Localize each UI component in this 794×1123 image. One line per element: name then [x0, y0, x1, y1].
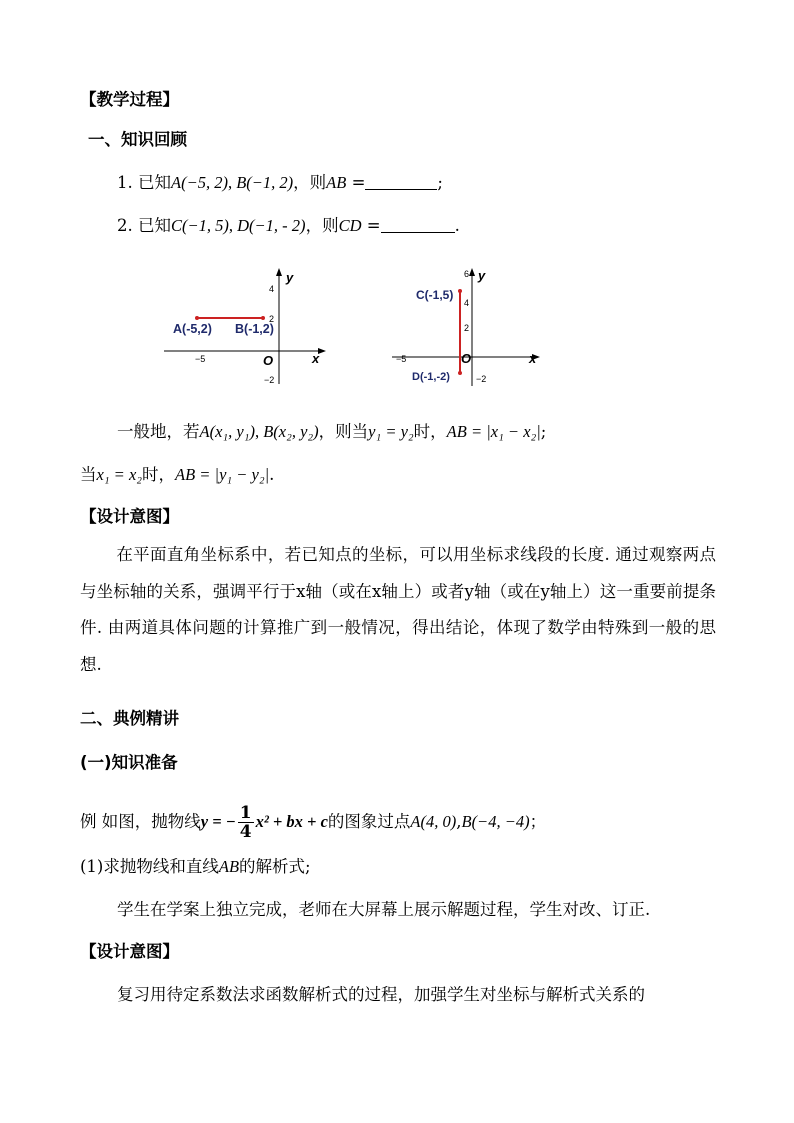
- general-point-a: A(x₁, y₁): [199, 422, 255, 441]
- graph2-tick-y6: 6: [464, 269, 470, 279]
- q1-eq: =: [346, 173, 366, 192]
- example-point-a: A(4, 0): [410, 812, 457, 831]
- graph2-tick-yn2: −2: [476, 374, 487, 384]
- q1-answer-blank[interactable]: [365, 173, 437, 190]
- design-intent-heading-1: 【设计意图】: [80, 507, 179, 526]
- q2-eq: =: [361, 216, 381, 235]
- q2-cd: CD: [338, 216, 362, 235]
- part1-text-2: 的解析式;: [239, 857, 311, 876]
- graph-ab-horizontal: [160, 262, 330, 392]
- example-text-1: 例 如图，抛物线: [80, 812, 201, 831]
- general-condition-2: x₁ = x₂: [96, 465, 143, 484]
- subsection-knowledge-prep: (一)知识准备: [80, 753, 178, 772]
- graph2-origin: O: [461, 351, 472, 366]
- part1-ab: AB: [218, 857, 240, 876]
- general-rule-line1: 一般地，若A(x₁, y₁), B(x₂, y₂)，则当y₁ = y₂时，AB = |x₁ − x₂|;: [117, 422, 547, 441]
- general-text-7: .: [269, 465, 275, 484]
- graph1-tick-x: −5: [195, 354, 206, 364]
- label-b: B(-1,2): [235, 322, 274, 336]
- graph-cd-vertical: [388, 262, 548, 392]
- general-text-4: ;: [540, 422, 547, 441]
- general-text-3: 时，: [413, 422, 447, 441]
- label-c: C(-1,5): [416, 288, 454, 302]
- part1-text-1: (1)求抛物线和直线: [80, 857, 219, 876]
- graph1-y-label: y: [286, 270, 294, 285]
- q2-point-d: D(−1, - 2): [237, 216, 306, 235]
- q1-ab: AB: [326, 173, 347, 192]
- q2-answer-blank[interactable]: [381, 216, 455, 233]
- fraction-numerator: 1: [239, 803, 252, 823]
- section-knowledge-review: 一、知识回顾: [88, 130, 187, 149]
- graph1-tick-y4: 4: [269, 284, 275, 294]
- design-intent-text-2: 复习用待定系数法求函数解析式的过程，加强学生对坐标与解析式关系的: [117, 985, 645, 1004]
- question-part-1: [80, 855, 311, 879]
- example-statement: [80, 804, 546, 841]
- heading-teaching-process: 【教学过程】: [80, 90, 179, 109]
- example-fraction: [238, 804, 254, 841]
- design-intent-text-1: [80, 537, 716, 683]
- general-text-6: 时，: [142, 465, 176, 484]
- example-point-b: B(−4, −4): [461, 812, 530, 831]
- q1-point-b: B(−1, 2): [236, 173, 294, 192]
- q2-point-c: C(−1, 5): [171, 216, 229, 235]
- graph2-y-label: y: [478, 268, 486, 283]
- label-a: A(-5,2): [173, 322, 212, 336]
- point-d: [458, 371, 462, 375]
- point-c: [458, 289, 462, 293]
- general-text-1: 一般地，若: [117, 422, 200, 441]
- point-b: [261, 316, 265, 320]
- label-d: D(-1,-2): [412, 371, 450, 383]
- general-result-2: AB = |y₁ − y₂|: [175, 465, 270, 484]
- point-a: [195, 316, 199, 320]
- general-point-b: B(x₂, y₂): [263, 422, 319, 441]
- question-1: 1. 已知A(−5, 2), B(−1, 2)，则AB = ;: [117, 173, 443, 192]
- question-2: 2. 已知C(−1, 5), D(−1, - 2)，则CD = .: [117, 216, 460, 235]
- general-rule-line2: [80, 463, 274, 487]
- example-lhs: y = −: [200, 812, 236, 831]
- general-text-2: ，则当: [318, 422, 369, 441]
- q2-suffix: ，则: [305, 216, 339, 235]
- graph1-origin: O: [263, 353, 274, 368]
- example-text-3: ；: [529, 812, 547, 831]
- general-condition-1: y₁ = y₂: [368, 422, 414, 441]
- q2-prefix: 2. 已知: [117, 216, 171, 235]
- graph2-tick-y4: 4: [464, 298, 470, 308]
- design-intent-body-1: 在平面直角坐标系中，若已知点的坐标，可以用坐标求线段的长度. 通过观察两点与坐标轴的关系，强调平行于x轴（或在x轴上）或者y轴（或在y轴上）这一重要前提条件. 由两道具体问题的计算推广到一般情况，得出结论，体现了数学由特殊到一般的思想.: [80, 545, 716, 674]
- section-examples: 二、典例精讲: [80, 709, 179, 728]
- q2-tail: .: [454, 216, 460, 235]
- graph1-tick-yn2: −2: [264, 375, 275, 385]
- example-separator: ,: [456, 812, 462, 831]
- example-rhs: x² + bx + c: [255, 812, 328, 831]
- graph2-tick-y2: 2: [464, 323, 470, 333]
- graph2-y-arrow: [469, 268, 475, 276]
- graph2-tick-x: −5: [396, 354, 407, 364]
- graph1-x-label: x: [312, 351, 320, 366]
- general-text-5: 当: [80, 465, 97, 484]
- q1-tail: ;: [437, 173, 443, 192]
- general-result-1: AB = |x₁ − x₂|: [446, 422, 541, 441]
- q1-suffix: ，则: [293, 173, 327, 192]
- graph1-tick-y2: 2: [269, 314, 275, 324]
- graph2-x-label: x: [529, 351, 537, 366]
- fraction-denominator: 4: [239, 822, 252, 842]
- example-text-2: 的图象过点: [327, 812, 411, 831]
- student-activity: 学生在学案上独立完成，老师在大屏幕上展示解题过程，学生对改、订正.: [117, 900, 651, 919]
- graph1-y-arrow: [276, 268, 282, 276]
- design-intent-heading-2: 【设计意图】: [80, 942, 179, 961]
- q1-point-a: A(−5, 2): [171, 173, 228, 192]
- q1-prefix: 1. 已知: [117, 173, 171, 192]
